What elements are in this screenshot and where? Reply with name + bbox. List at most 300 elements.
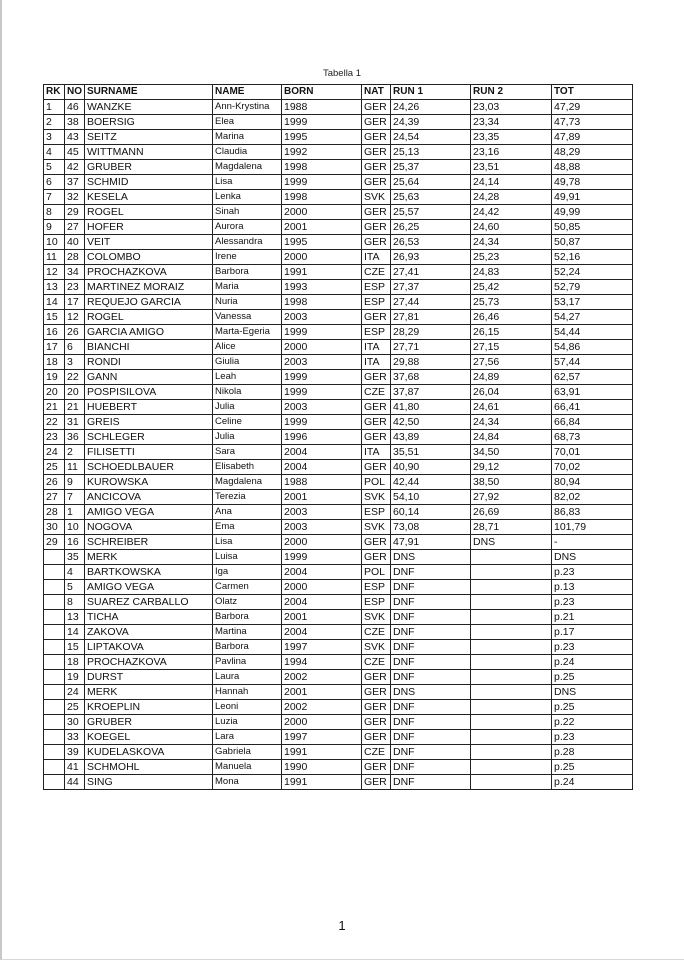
rank-cell: 8 [44,205,65,220]
name-cell: Barbora [213,610,282,625]
bib-cell: 41 [65,760,85,775]
nat-cell: GER [362,100,391,115]
name-cell: Laura [213,670,282,685]
born-cell: 2001 [282,610,362,625]
table-row [44,505,633,520]
run1-cell: DNF [391,625,471,640]
name-cell: Hannah [213,685,282,700]
run2-cell [471,625,552,640]
bib-cell: 2 [65,445,85,460]
table-row [44,460,633,475]
rank-cell [44,565,65,580]
name-cell: Leoni [213,700,282,715]
born-cell: 1999 [282,385,362,400]
total-cell: 50,87 [552,235,633,250]
run2-cell: 24,14 [471,175,552,190]
surname-cell: NOGOVA [85,520,213,535]
surname-cell: ZAKOVA [85,625,213,640]
total-cell: p.21 [552,610,633,625]
run2-cell [471,775,552,790]
run1-cell: 42,44 [391,475,471,490]
run2-cell: 27,15 [471,340,552,355]
run2-cell: 29,12 [471,460,552,475]
nat-cell: GER [362,430,391,445]
table-row [44,700,633,715]
run2-cell: 24,60 [471,220,552,235]
run1-cell: 24,26 [391,100,471,115]
total-cell: 53,17 [552,295,633,310]
column-header-run2: RUN 2 [471,85,552,100]
surname-cell: AMIGO VEGA [85,505,213,520]
nat-cell: GER [362,700,391,715]
nat-cell: GER [362,130,391,145]
born-cell: 1997 [282,640,362,655]
table-body [44,100,633,790]
table-row [44,400,633,415]
run1-cell: 25,63 [391,190,471,205]
born-cell: 2003 [282,400,362,415]
name-cell: Terezia [213,490,282,505]
bib-cell: 20 [65,385,85,400]
surname-cell: COLOMBO [85,250,213,265]
run1-cell: DNF [391,565,471,580]
surname-cell: ANCICOVA [85,490,213,505]
run2-cell: 25,23 [471,250,552,265]
run1-cell: 25,64 [391,175,471,190]
surname-cell: KUDELASKOVA [85,745,213,760]
name-cell: Ema [213,520,282,535]
table-row [44,625,633,640]
name-cell: Elea [213,115,282,130]
rank-cell: 17 [44,340,65,355]
born-cell: 2004 [282,445,362,460]
total-cell: 47,89 [552,130,633,145]
born-cell: 2004 [282,460,362,475]
total-cell: 49,99 [552,205,633,220]
nat-cell: ESP [362,295,391,310]
surname-cell: GARCIA AMIGO [85,325,213,340]
born-cell: 1999 [282,115,362,130]
nat-cell: SVK [362,190,391,205]
run1-cell: 25,13 [391,145,471,160]
run2-cell: 24,89 [471,370,552,385]
name-cell: Martina [213,625,282,640]
run2-cell [471,670,552,685]
total-cell: p.23 [552,730,633,745]
run2-cell [471,655,552,670]
nat-cell: GER [362,460,391,475]
table-row [44,250,633,265]
total-cell: 47,29 [552,100,633,115]
table-row [44,355,633,370]
run1-cell: 25,57 [391,205,471,220]
rank-cell [44,640,65,655]
rank-cell [44,745,65,760]
nat-cell: POL [362,475,391,490]
born-cell: 1998 [282,295,362,310]
bib-cell: 28 [65,250,85,265]
page-number: 1 [338,918,346,933]
rank-cell [44,700,65,715]
bib-cell: 33 [65,730,85,745]
name-cell: Sinah [213,205,282,220]
run2-cell: 23,34 [471,115,552,130]
rank-cell [44,775,65,790]
run2-cell: 23,35 [471,130,552,145]
total-cell: 66,84 [552,415,633,430]
run1-cell: DNF [391,730,471,745]
run1-cell: 73,08 [391,520,471,535]
run2-cell [471,685,552,700]
table-row [44,475,633,490]
born-cell: 1999 [282,550,362,565]
born-cell: 2004 [282,625,362,640]
table-row [44,220,633,235]
surname-cell: DURST [85,670,213,685]
name-cell: Ann-Krystina [213,100,282,115]
total-cell: 52,79 [552,280,633,295]
bib-cell: 34 [65,265,85,280]
table-row [44,490,633,505]
surname-cell: PROCHAZKOVA [85,265,213,280]
born-cell: 1992 [282,145,362,160]
bib-cell: 24 [65,685,85,700]
run1-cell: 26,53 [391,235,471,250]
table-row [44,730,633,745]
run1-cell: 54,10 [391,490,471,505]
bib-cell: 35 [65,550,85,565]
born-cell: 1991 [282,745,362,760]
total-cell: p.23 [552,595,633,610]
born-cell: 2003 [282,520,362,535]
name-cell: Claudia [213,145,282,160]
run2-cell [471,580,552,595]
run2-cell [471,730,552,745]
run1-cell: DNF [391,655,471,670]
name-cell: Julia [213,430,282,445]
run2-cell [471,595,552,610]
run2-cell: 23,16 [471,145,552,160]
nat-cell: GER [362,370,391,385]
table-row [44,280,633,295]
surname-cell: BOERSIG [85,115,213,130]
name-cell: Barbora [213,265,282,280]
run2-cell [471,550,552,565]
total-cell: p.23 [552,640,633,655]
run1-cell: 43,89 [391,430,471,445]
table-row [44,325,633,340]
rank-cell: 29 [44,535,65,550]
run1-cell: 25,37 [391,160,471,175]
surname-cell: GRUBER [85,160,213,175]
table-row [44,550,633,565]
nat-cell: GER [362,220,391,235]
surname-cell: KROEPLIN [85,700,213,715]
surname-cell: MERK [85,685,213,700]
total-cell: p.28 [552,745,633,760]
rank-cell: 2 [44,115,65,130]
born-cell: 1991 [282,775,362,790]
total-cell: 54,44 [552,325,633,340]
column-header-run1: RUN 1 [391,85,471,100]
name-cell: Luzia [213,715,282,730]
nat-cell: GER [362,535,391,550]
nat-cell: GER [362,760,391,775]
table-row [44,715,633,730]
surname-cell: WANZKE [85,100,213,115]
run2-cell: 26,69 [471,505,552,520]
name-cell: Maria [213,280,282,295]
run1-cell: DNS [391,685,471,700]
surname-cell: BIANCHI [85,340,213,355]
nat-cell: ITA [362,445,391,460]
total-cell: 80,94 [552,475,633,490]
nat-cell: GER [362,415,391,430]
rank-cell: 4 [44,145,65,160]
total-cell: 48,29 [552,145,633,160]
born-cell: 1994 [282,655,362,670]
rank-cell: 1 [44,100,65,115]
nat-cell: GER [362,235,391,250]
bib-cell: 37 [65,175,85,190]
name-cell: Marina [213,130,282,145]
run2-cell: 24,34 [471,415,552,430]
bib-cell: 44 [65,775,85,790]
name-cell: Alice [213,340,282,355]
run1-cell: 28,29 [391,325,471,340]
table-row [44,340,633,355]
run1-cell: DNF [391,580,471,595]
total-cell: p.23 [552,565,633,580]
total-cell: p.13 [552,580,633,595]
total-cell: - [552,535,633,550]
nat-cell: SVK [362,490,391,505]
run2-cell: 25,73 [471,295,552,310]
run2-cell: 24,61 [471,400,552,415]
rank-cell [44,685,65,700]
run2-cell [471,610,552,625]
bib-cell: 38 [65,115,85,130]
table-row [44,190,633,205]
rank-cell [44,670,65,685]
born-cell: 2003 [282,310,362,325]
rank-cell: 7 [44,190,65,205]
born-cell: 1990 [282,760,362,775]
nat-cell: GER [362,115,391,130]
table-row [44,385,633,400]
total-cell: p.25 [552,760,633,775]
total-cell: 49,91 [552,190,633,205]
name-cell: Magdalena [213,475,282,490]
bib-cell: 6 [65,340,85,355]
table-row [44,775,633,790]
run1-cell: 27,44 [391,295,471,310]
run2-cell: 26,15 [471,325,552,340]
born-cell: 2003 [282,355,362,370]
born-cell: 1995 [282,130,362,145]
nat-cell: GER [362,685,391,700]
name-cell: Sara [213,445,282,460]
bib-cell: 8 [65,595,85,610]
total-cell: 66,41 [552,400,633,415]
name-cell: Lisa [213,535,282,550]
nat-cell: GER [362,310,391,325]
bib-cell: 19 [65,670,85,685]
born-cell: 2001 [282,685,362,700]
nat-cell: GER [362,400,391,415]
run2-cell: 24,34 [471,235,552,250]
surname-cell: HOFER [85,220,213,235]
nat-cell: ITA [362,340,391,355]
born-cell: 2000 [282,580,362,595]
total-cell: 70,02 [552,460,633,475]
table-row [44,415,633,430]
name-cell: Vanessa [213,310,282,325]
column-header-rk: RK [44,85,65,100]
born-cell: 2001 [282,490,362,505]
nat-cell: GER [362,775,391,790]
surname-cell: RONDI [85,355,213,370]
rank-cell [44,550,65,565]
born-cell: 1998 [282,190,362,205]
name-cell: Lisa [213,175,282,190]
total-cell: 57,44 [552,355,633,370]
surname-cell: TICHA [85,610,213,625]
run1-cell: 35,51 [391,445,471,460]
total-cell: p.17 [552,625,633,640]
run2-cell: 26,46 [471,310,552,325]
bib-cell: 3 [65,355,85,370]
table-row [44,565,633,580]
born-cell: 2000 [282,340,362,355]
bib-cell: 11 [65,460,85,475]
table-row [44,670,633,685]
run2-cell [471,760,552,775]
surname-cell: SCHREIBER [85,535,213,550]
table-row [44,655,633,670]
rank-cell [44,580,65,595]
run2-cell: 28,71 [471,520,552,535]
surname-cell: PROCHAZKOVA [85,655,213,670]
bib-cell: 4 [65,565,85,580]
run2-cell: 24,83 [471,265,552,280]
total-cell: 54,86 [552,340,633,355]
table-row [44,370,633,385]
name-cell: Aurora [213,220,282,235]
name-cell: Julia [213,400,282,415]
rank-cell: 9 [44,220,65,235]
total-cell: DNS [552,685,633,700]
bib-cell: 42 [65,160,85,175]
run1-cell: 27,81 [391,310,471,325]
nat-cell: SVK [362,520,391,535]
run1-cell: DNF [391,775,471,790]
rank-cell [44,625,65,640]
table-row [44,580,633,595]
born-cell: 1997 [282,730,362,745]
rank-cell: 30 [44,520,65,535]
table-row [44,745,633,760]
nat-cell: ITA [362,355,391,370]
run1-cell: 24,54 [391,130,471,145]
nat-cell: ESP [362,595,391,610]
nat-cell: SVK [362,640,391,655]
name-cell: Nuria [213,295,282,310]
bib-cell: 40 [65,235,85,250]
run1-cell: DNF [391,610,471,625]
run2-cell: 24,84 [471,430,552,445]
born-cell: 2001 [282,220,362,235]
rank-cell [44,610,65,625]
bib-cell: 31 [65,415,85,430]
total-cell: 49,78 [552,175,633,190]
surname-cell: SCHOEDLBAUER [85,460,213,475]
run1-cell: 27,41 [391,265,471,280]
run2-cell [471,715,552,730]
name-cell: Barbora [213,640,282,655]
surname-cell: LIPTAKOVA [85,640,213,655]
run2-cell: 34,50 [471,445,552,460]
column-header-no: NO [65,85,85,100]
run2-cell: 25,42 [471,280,552,295]
rank-cell: 11 [44,250,65,265]
total-cell: p.22 [552,715,633,730]
run1-cell: 29,88 [391,355,471,370]
surname-cell: SCHLEGER [85,430,213,445]
table-row [44,595,633,610]
name-cell: Iga [213,565,282,580]
born-cell: 1996 [282,430,362,445]
run2-cell: 24,42 [471,205,552,220]
nat-cell: GER [362,205,391,220]
name-cell: Mona [213,775,282,790]
rank-cell: 18 [44,355,65,370]
rank-cell: 3 [44,130,65,145]
nat-cell: CZE [362,625,391,640]
run2-cell [471,700,552,715]
born-cell: 1988 [282,100,362,115]
run1-cell: 24,39 [391,115,471,130]
run2-cell: 23,51 [471,160,552,175]
rank-cell: 22 [44,415,65,430]
bib-cell: 14 [65,625,85,640]
run2-cell: 23,03 [471,100,552,115]
rank-cell: 26 [44,475,65,490]
surname-cell: HUEBERT [85,400,213,415]
nat-cell: GER [362,160,391,175]
nat-cell: CZE [362,385,391,400]
surname-cell: REQUEJO GARCIA [85,295,213,310]
rank-cell: 12 [44,265,65,280]
rank-cell [44,655,65,670]
table-row [44,535,633,550]
table-row [44,160,633,175]
bib-cell: 9 [65,475,85,490]
name-cell: Lara [213,730,282,745]
rank-cell: 19 [44,370,65,385]
surname-cell: KESELA [85,190,213,205]
run1-cell: 42,50 [391,415,471,430]
run2-cell: 24,28 [471,190,552,205]
rank-cell: 10 [44,235,65,250]
born-cell: 1998 [282,160,362,175]
run2-cell: 27,56 [471,355,552,370]
table-row [44,100,633,115]
total-cell: 70,01 [552,445,633,460]
rank-cell: 27 [44,490,65,505]
nat-cell: ITA [362,250,391,265]
name-cell: Magdalena [213,160,282,175]
